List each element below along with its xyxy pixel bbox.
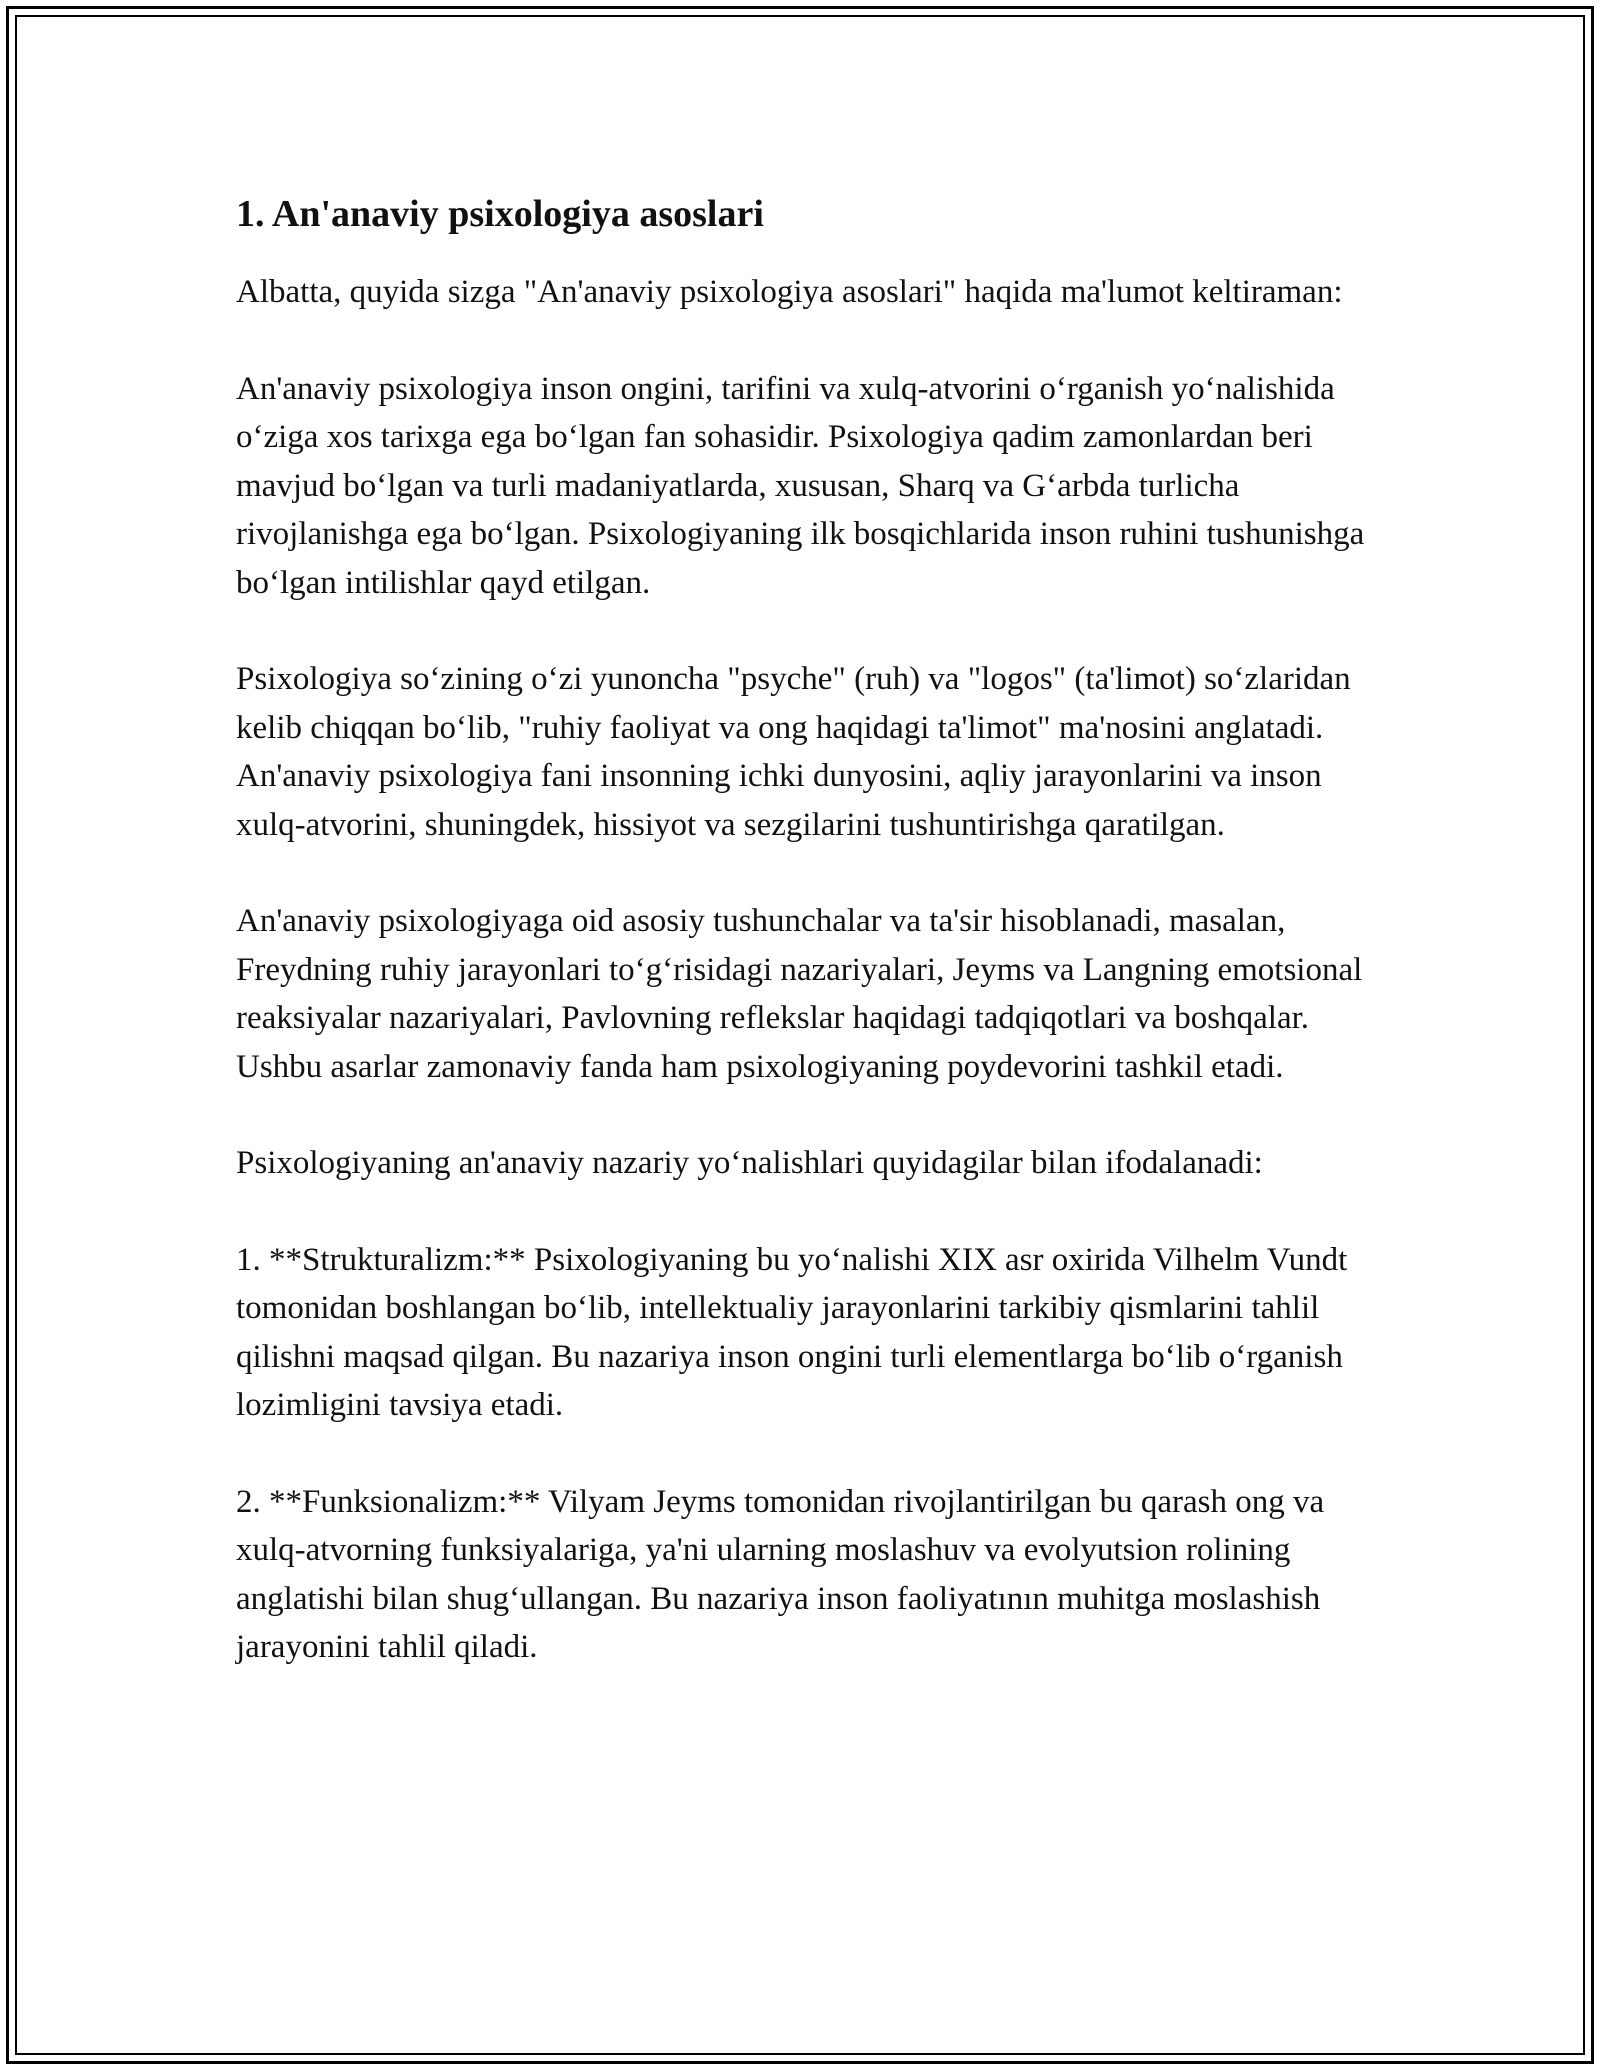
list-intro-paragraph: Psixologiyaning an'anaviy nazariy yo‘nalishlari quyidagilar bilan ifodalanadi: — [236, 1145, 1263, 1181]
body-paragraph: An'anaviy psixologiyaga oid asosiy tushunchalar va ta'sir hisoblanadi, masalan, Freydning ruhiy jarayonlari to‘g‘risidagi nazariyalari, Jeyms va Langning emotsional reaksiyalar nazariyalari, Pavlovning reflekslar haqidagi tadqiqotlari va boshqalar. Ushbu asarlar zamonaviy fanda ham psixologiyaning poydevorini tashkil etadi. — [236, 903, 1363, 1085]
body-paragraph: An'anaviy psixologiya inson ongini, tarifini va xulq-atvorini o‘rganish yo‘nalishida o‘ziga xos tarixga ega bo‘lgan fan sohasidir. Psixologiya qadim zamonlardan beri mavjud bo‘lgan va turli madaniyatlarda, xususan, Sharq va G‘arbda turlicha rivojlanishga ega bo‘lgan. Psixologiyaning ilk bosqichlarida inson ruhini tushunishga bo‘lgan intilishlar qayd etilgan. — [236, 370, 1365, 601]
intro-paragraph: Albatta, quyida sizga "An'anaviy psixologiya asoslari" haqida ma'lumot keltiraman: — [236, 274, 1343, 310]
document-body — [236, 190, 1386, 1720]
section-heading: 1. An'anaviy psixologiya asoslari — [236, 193, 764, 235]
body-paragraph: Psixologiya so‘zining o‘zi yunoncha "psyche" (ruh) va "logos" (ta'limot) so‘zlaridan kelib chiqqan bo‘lib, "ruhiy faoliyat va ong haqidagi ta'limot" ma'nosini anglatadi. An'anaviy psixologiya fani insonning ichki dunyosini, aqliy jarayonlarini va inson xulq-atvorini, shuningdek, hissiyot va sezgilarini tushuntirishga qaratilgan. — [236, 661, 1351, 843]
list-item-structuralism: 1. **Strukturalizm:** Psixologiyaning bu yo‘nalishi XIX asr oxirida Vilhelm Vundt tomonidan boshlangan bo‘lib, intellektualiy jarayonlarini tarkibiy qismlarini tahlil qilishni maqsad qilgan. Bu nazariya inson ongini turli elementlarga bo‘lib o‘rganish lozimligini tavsiya etadi. — [236, 1241, 1348, 1423]
list-item-functionalism: 2. **Funksionalizm:** Vilyam Jeyms tomonidan rivojlantirilgan bu qarash ong va xulq-atvorning funksiyalariga, ya'ni ularning moslashuv va evolyutsion rolining anglatishi bilan shug‘ullangan. Bu nazariya inson faoliyatının muhitga moslashish jarayonini tahlil qiladi. — [236, 1483, 1325, 1665]
